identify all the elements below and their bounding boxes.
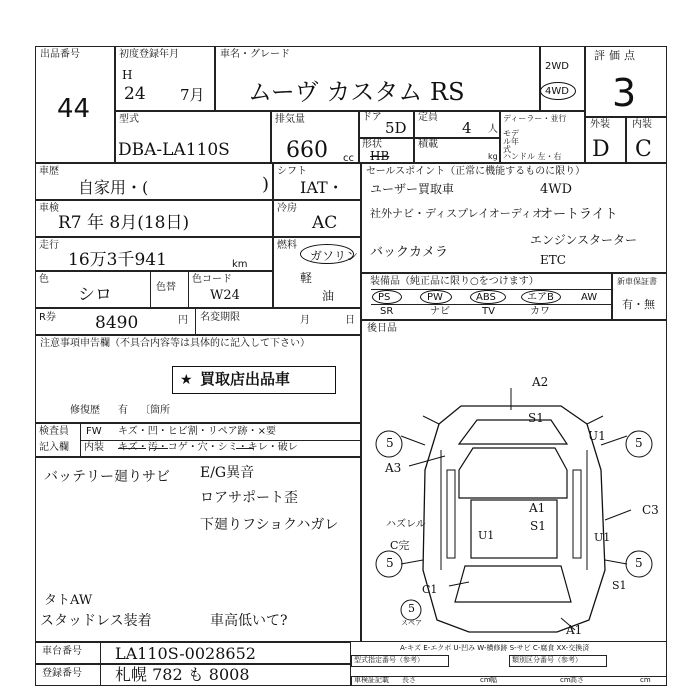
shape-value: HB [370, 149, 390, 163]
drive-4wd-circle [540, 82, 576, 100]
lot-label: 出品番号 [40, 49, 80, 60]
history-value: 自家用・( [78, 178, 149, 197]
color-value: シロ [78, 285, 112, 305]
tire-rl: 5 [386, 556, 394, 570]
mark-a2: A2 [532, 375, 549, 389]
fuel-circle [300, 244, 354, 264]
first-reg-month: 7月 [180, 86, 205, 104]
inspection-value: R7 年 8月(18日) [58, 213, 190, 233]
history-label: 車歴 [39, 166, 59, 177]
class-label: 類別区分番号（参考） [512, 656, 582, 664]
shift-value: IAT・ [300, 178, 344, 197]
circle-abs [470, 290, 506, 304]
height-label: 高さ [570, 676, 584, 684]
shift-label: シフト [277, 166, 307, 177]
mark-c3: C3 [642, 503, 659, 517]
note-studless: スタッドレス装着 [40, 613, 152, 629]
mark-a3: A3 [385, 461, 402, 475]
day-label: 日 [345, 315, 355, 326]
model-value: ムーヴ カスタム RS [248, 78, 465, 106]
fw-label: FW [86, 426, 102, 437]
mark-s1-top: S1 [528, 411, 544, 425]
fuel-label: 燃料 [277, 240, 297, 251]
displacement-unit: cc [343, 153, 354, 164]
fuel-value: ガソリン [310, 249, 359, 263]
int-strike2 [150, 448, 168, 449]
equip-abs: ABS [476, 292, 496, 303]
interior-value: C [635, 137, 652, 162]
tire-fl: 5 [386, 436, 394, 450]
mileage-unit: km [232, 259, 248, 270]
fw-items: キズ・凹・ヒビ割・リペア跡・×要 [118, 426, 276, 437]
recycle-divider [195, 308, 196, 335]
recycle-row [35, 308, 361, 335]
color-divider [150, 271, 151, 308]
first-reg-year: 24 [124, 84, 146, 104]
type-value: DBA-LA110S [118, 140, 230, 160]
tire-fr: 5 [635, 436, 643, 450]
spare-label: スペア [401, 619, 422, 627]
width-label: 幅 [490, 676, 497, 684]
mileage-value: 16万3千941 [68, 250, 167, 270]
displacement-value: 660 [286, 138, 328, 163]
equip-sr: SR [380, 306, 394, 317]
sales-point-autolight: オートライト [540, 207, 618, 222]
capacity-label: 定員 [418, 112, 438, 123]
chassis-label: 車台番号 [42, 646, 82, 657]
equip-ps: PS [378, 292, 391, 303]
int-items: キズ・汚・コゲ・穴・シミ・キレ・破レ [118, 442, 298, 453]
inspection-label: 車検 [39, 203, 59, 214]
model-year-label: モデル年式 [503, 129, 519, 154]
equip-tv: TV [482, 306, 495, 317]
equipment-title: 装備品（純正品に限り○をつけます） [370, 276, 539, 287]
drive-box [540, 46, 585, 111]
sales-point-starter: エンジンスターター [530, 233, 638, 247]
dealer-label: ディーラー・並行 [503, 114, 567, 123]
load-unit: kg [488, 152, 498, 161]
type-label: 型式 [119, 114, 139, 125]
reg-value: 札幌 782 も 8008 [115, 665, 250, 684]
model-label: 車名・グレード [220, 49, 290, 60]
reg-label: 登録番号 [42, 668, 82, 679]
int-label: 内装 [84, 442, 104, 453]
mark-a1-center: A1 [529, 501, 546, 515]
color-change-label: 色替 [156, 282, 176, 293]
note-tire: タトAW [44, 593, 93, 608]
month-label: 月 [300, 315, 310, 326]
first-reg-label: 初度登録年月 [119, 49, 179, 60]
first-reg-era: H [122, 68, 133, 82]
history-row [35, 163, 273, 200]
equip-airbag: エアB [527, 292, 554, 303]
note-eg: E/G異音 [200, 465, 255, 481]
capacity-value: 4 [462, 119, 472, 137]
recycle-value: 8490 [95, 313, 139, 333]
warranty-label: 新車保証書 [617, 277, 657, 286]
tire-rr: 5 [635, 556, 643, 570]
mark-s1-center: S1 [530, 519, 546, 533]
lot-value: 44 [57, 94, 91, 124]
mark-dent: ハズレル [386, 519, 426, 530]
inspector-label1: 検査員 [39, 426, 69, 437]
equip-leather: カワ [530, 306, 550, 317]
circle-airbag [521, 290, 561, 304]
color-code-value: W24 [210, 288, 240, 303]
sales-points-title: セールスポイント（正常に機能するものに限り） [366, 166, 586, 177]
int-strike3 [236, 448, 254, 449]
recycle-label: R券 [39, 312, 56, 323]
tire-spare: 5 [408, 602, 415, 615]
damage-legend: A-キズ E-エクボ U-凹み W-横修跡 S-サビ C-腐食 XX-交換済 [400, 644, 590, 652]
drive-2wd: 2WD [545, 61, 569, 72]
note-support: ロアサポート歪 [200, 490, 298, 506]
note-battery: バッテリー廻りサビ [44, 469, 170, 485]
circle-ps [372, 290, 402, 304]
circle-pw [420, 290, 452, 304]
unit-cm-1: cm [480, 676, 491, 684]
chassis-value: LA110S-0028652 [115, 644, 256, 663]
mark-u1-left: U1 [478, 529, 495, 542]
unit-cm-3: cm [640, 676, 651, 684]
equip-navi: ナビ [430, 306, 450, 317]
equip-pw: PW [427, 292, 443, 303]
sales-point-etc: ETC [540, 253, 566, 267]
interior-label: 内装 [632, 119, 652, 130]
mark-s1-side: S1 [612, 579, 627, 592]
warranty-value: 有・無 [622, 298, 655, 311]
mileage-label: 走行 [39, 240, 59, 251]
unit-cm-2: cm [560, 676, 571, 684]
notes-title: 注意事項申告欄（不具合内容等は具体的に記入して下さい） [40, 338, 310, 349]
sales-point-backcam: バックカメラ [370, 245, 449, 260]
sales-point-navi: 社外ナビ・ディスプレイオーディオ [370, 207, 543, 220]
mark-u1-right: U1 [588, 429, 606, 443]
color-label: 色 [39, 274, 49, 285]
capacity-unit: 人 [488, 124, 498, 135]
displacement-label: 排気量 [275, 114, 305, 125]
equip-aw: AW [581, 292, 598, 303]
repair-value: 有 [118, 405, 128, 416]
exterior-value: D [592, 137, 610, 162]
doors-label: ドア [362, 112, 382, 123]
cert-label: 車検証記載 [354, 676, 389, 684]
inspector-label2: 記入欄 [39, 442, 69, 453]
fuel-light: 軽 [300, 271, 313, 285]
cert-box [351, 676, 667, 686]
drive-4wd: 4WD [545, 86, 569, 97]
exterior-label: 外装 [590, 119, 610, 130]
recycle-unit: 円 [178, 315, 188, 326]
handle-label: ハンドル 左・右 [503, 152, 562, 161]
score-label: 評価点 [594, 49, 639, 62]
sales-point-user: ユーザー買取車 [370, 182, 455, 196]
inspector-mid [80, 440, 361, 441]
load-label: 積載 [418, 139, 438, 150]
note-under: 下廻りフショクハガレ [200, 517, 339, 533]
color-code-label: 色コード [192, 274, 232, 285]
rear-seat-label: 後日品 [367, 323, 397, 334]
aircon-label: 冷房 [277, 203, 297, 214]
color-divider2 [188, 271, 189, 308]
repair-location: 〔箇所 [140, 405, 170, 416]
mark-u1-right2: U1 [594, 531, 611, 544]
mark-a1-bottom: A1 [566, 623, 583, 637]
mark-c1: C1 [422, 583, 438, 596]
aircon-value: AC [312, 213, 338, 233]
repair-label: 修復歴 [70, 405, 100, 416]
history-close: ) [262, 174, 270, 195]
sales-point-4wd: 4WD [540, 182, 573, 197]
stamp-star: ★ [180, 372, 193, 388]
fuel-oil: 油 [322, 289, 335, 303]
equip-line2 [371, 304, 612, 305]
int-strike1 [118, 448, 146, 449]
shape-label: 形状 [362, 139, 382, 150]
type-designation-label: 型式指定番号（参考） [354, 656, 424, 664]
deregister-label: 名変期限 [200, 312, 240, 323]
note-height: 車高低いて? [210, 613, 288, 629]
length-label: 長さ [402, 676, 416, 684]
car-diagram [361, 320, 667, 642]
stamp-text: 買取店出品車 [200, 370, 291, 388]
score-value: 3 [612, 71, 637, 115]
doors-value: 5D [385, 119, 407, 137]
mark-c-done: C完 [390, 539, 410, 552]
